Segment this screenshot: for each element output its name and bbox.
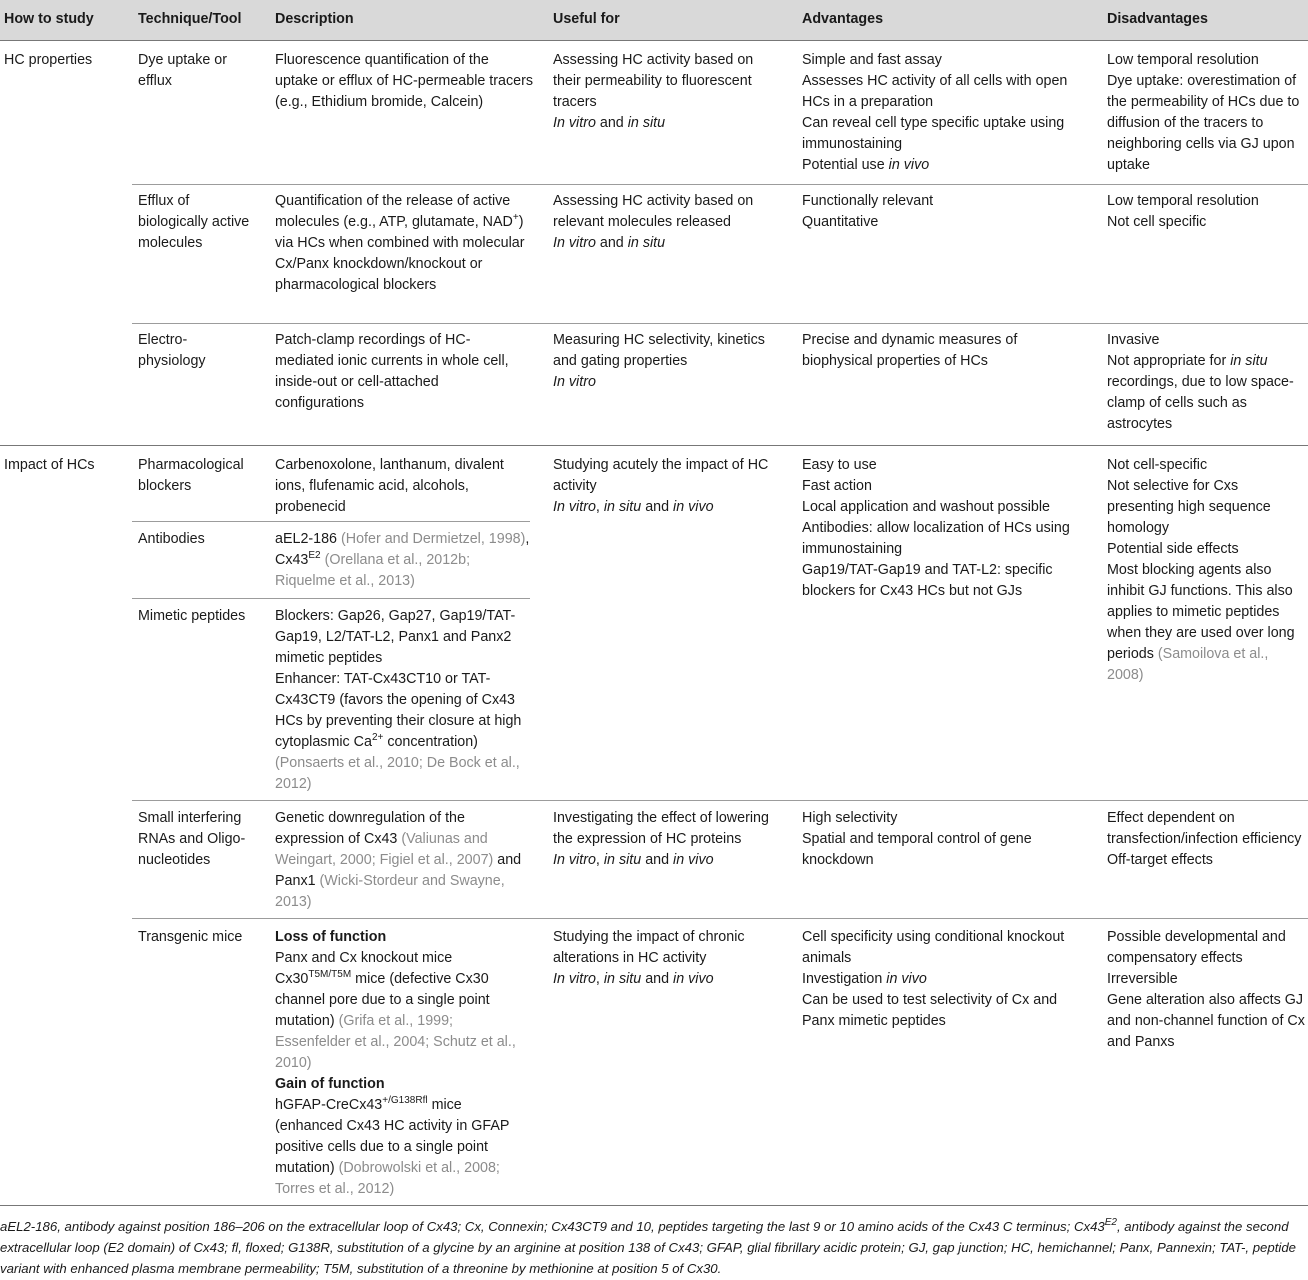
description-line: Enhancer: TAT-Cx43CT10 or TAT-Cx43CT9 (favors the opening of Cx43 HCs by preventing their closure at high cytoplasmic $Ca^{2+}$ concentration) (Ponsaerts et al., 2010; De Bock et al., 2012) [275,671,522,792]
divider-row [132,598,530,599]
header-useful-for: Useful for [553,11,620,27]
advantage-item: Antibodies: allow localization of HCs using immunostaining [802,520,1070,557]
header-description: Description [275,11,354,27]
row-electro-disadvantages [1107,330,1307,435]
row-electro-advantages [802,330,1057,372]
row-transgenic-useful [553,927,773,990]
group-label-impact: Impact of HCs [4,457,95,473]
disadvantage-item: Low temporal resolution [1107,52,1259,68]
disadvantage-item: Irreversible [1107,971,1178,987]
useful-context: In vitro and in situ [553,115,666,131]
useful-text: Investigating the effect of lowering the expression of HC proteins [553,810,769,847]
row-sirna-disadvantages [1107,808,1307,871]
disadvantage-item: Potential side effects [1107,541,1239,557]
row-dye-description: Fluorescence quantification of the uptake or efflux of HC-permeable tracers (e.g., Ethidium bromide, Calcein) [275,52,533,110]
row-transgenic-technique: Transgenic mice [138,929,243,945]
disadvantage-item: Low temporal resolution [1107,193,1259,209]
loss-of-function-heading: Loss of function [275,929,387,945]
header-advantages: Advantages [802,11,884,27]
description-line: $Cx30^{T5M/T5M}$ mice (defective Cx30 channel pore due to a single point mutation) (Grifa et al., 1999; Essenfelder et al., 2004; Schutz et al., 2010) [275,969,516,1071]
row-pharma-description: Carbenoxolone, lanthanum, divalent ions, flufenamic acid, alcohols, probenecid [275,457,504,515]
row-electro-technique [138,330,256,372]
advantage-item: Gap19/TAT-Gap19 and TAT-L2: specific blockers for Cx43 HCs but not GJs [802,562,1053,599]
group-label-hc-properties: HC properties [4,52,93,68]
useful-text: Assessing HC activity based on relevant molecules released [553,193,754,230]
row-antibodies-technique: Antibodies [138,531,205,547]
header-technique: Technique/Tool [138,11,242,27]
row-sirna-description: Genetic downregulation of the expression of Cx43 (Valiunas and Weingart, 2000; Figiel et al., 2007) and Panx1 (Wicki-Stordeur and Swayne, 2013) [275,810,522,910]
advantage-item: Fast action [802,478,872,494]
row-transgenic-advantages [802,927,1092,1032]
disadvantage-item: Off-target effects [1107,852,1213,868]
useful-context: In vitro, in situ and in vivo [553,852,714,868]
disadvantage-item: Not appropriate for in situ recordings, due to low space-clamp of cells such as astrocytes [1107,353,1294,432]
header-disadvantages: Disadvantages [1107,11,1208,27]
divider-row [132,323,1308,324]
disadvantage-item: Invasive [1107,332,1160,348]
divider-row [132,521,530,522]
advantage-item: Assesses HC activity of all cells with open HCs in a preparation [802,73,1068,110]
row-dye-useful [553,50,783,134]
row-sirna-technique: Small interfering RNAs and Oligo-nucleotides [138,810,246,868]
advantage-item: Precise and dynamic measures of biophysical properties of HCs [802,332,1018,369]
row-efflux-technique: Efflux of biologically active molecules [138,193,250,251]
row-sirna-advantages [802,808,1057,871]
disadvantage-item: Gene alteration also affects GJ and non-channel function of Cx and Panxs [1107,992,1305,1050]
divider-row [132,184,1308,185]
useful-text: Studying the impact of chronic alterations in HC activity [553,929,745,966]
disadvantage-item: Not cell-specific [1107,457,1208,473]
row-transgenic-disadvantages [1107,927,1307,1053]
table-footnote: aEL2-186, antibody against position 186–206 on the extracellular loop of Cx43; Cx, Connexin; Cx43CT9 and 10, peptides targeting the last 9 or 10 amino acids of the Cx43 C terminus; $Cx43^{E2}$, antibody against the second extracellular loop (E2 domain) of Cx43; fl, floxed; G138R, substitution of a glycine by an arginine at position 138 of Cx43; GFAP, glial fibrillary acidic protein; GJ, gap junction; HC, hemichannel; Panx, Pannexin; TAT-, peptide variant with enhanced plasma membrane permeability; T5M, substitution of a threonine by methionine at position 5 of Cx30. [0,1217,1296,1276]
useful-text: Measuring HC selectivity, kinetics and gating properties [553,332,765,369]
advantage-item: Spatial and temporal control of gene knockdown [802,831,1032,868]
useful-text: Studying acutely the impact of HC activity [553,457,769,494]
advantage-item: Cell specificity using conditional knockout animals [802,929,1065,966]
divider-row [132,800,1308,801]
useful-context: In vitro, in situ and in vivo [553,499,714,515]
row-efflux-disadvantages [1107,191,1307,233]
description-line: Panx and Cx knockout mice [275,950,453,966]
row-mimetic-description [275,606,527,795]
description-line: hGFAP-$CreCx43^{+/G138Rfl}$ mice (enhanced Cx43 HC activity in GFAP positive cells due to a single point mutation) (Dobrowolski et al., 2008; Torres et al., 2012) [275,1095,510,1197]
advantage-item: Investigation in vivo [802,971,927,987]
useful-context: In vitro and in situ [553,235,666,251]
divider-group [0,445,1308,446]
useful-context: In vitro [553,374,596,390]
row-electro-description: Patch-clamp recordings of HC-mediated ionic currents in whole cell, inside-out or cell-attached configurations [275,332,509,411]
gain-of-function-heading: Gain of function [275,1076,385,1092]
disadvantage-item: Effect dependent on transfection/infection efficiency [1107,810,1302,847]
disadvantage-item: Not selective for Cxs presenting high sequence homology [1107,478,1271,536]
disadvantage-item: Not cell specific [1107,214,1207,230]
row-dye-technique: Dye uptake or efflux [138,52,228,89]
advantage-item: Local application and washout possible [802,499,1050,515]
advantage-item: Potential use in vivo [802,157,930,173]
row-dye-advantages [802,50,1090,176]
row-efflux-useful [553,191,783,254]
divider-header [0,40,1308,41]
advantage-item: Functionally relevant [802,193,934,209]
advantage-item: Can be used to test selectivity of Cx and Panx mimetic peptides [802,992,1058,1029]
useful-context: In vitro, in situ and in vivo [553,971,714,987]
row-antibodies-description: aEL2-186 (Hofer and Dermietzel, 1998), $Cx43^{E2}$ (Orellana et al., 2012b; Riquelme et al., 2013) [275,531,530,589]
row-pharma-advantages [802,455,1090,602]
disadvantage-item: Dye uptake: overestimation of the permeability of HCs due to diffusion of the tracers to neighboring cells via GJ upon uptake [1107,73,1300,173]
row-pharma-technique: Pharmacological blockers [138,457,244,494]
description-line: Blockers: Gap26, Gap27, Gap19/TAT-Gap19, L2/TAT-L2, Panx1 and Panx2 mimetic peptides [275,608,516,666]
row-pharma-disadvantages [1107,455,1307,686]
useful-text: Assessing HC activity based on their permeability to fluorescent tracers [553,52,754,110]
disadvantage-item: Possible developmental and compensatory effects [1107,929,1286,966]
row-electro-useful [553,330,788,393]
header-how-to-study: How to study [4,11,94,27]
row-sirna-useful [553,808,773,871]
advantage-item: Quantitative [802,214,879,230]
divider-footer [0,1205,1308,1206]
divider-row [132,918,1308,919]
row-pharma-useful [553,455,788,518]
advantage-item: Can reveal cell type specific uptake using immunostaining [802,115,1065,152]
row-efflux-description: Quantification of the release of active molecules (e.g., ATP, glutamate, NAD+) via HCs when combined with molecular Cx/Panx knockdown/knockout or pharmacological blockers [275,193,525,293]
row-transgenic-description [275,927,530,1200]
row-dye-disadvantages [1107,50,1307,176]
advantage-item: Simple and fast assay [802,52,942,68]
row-mimetic-technique: Mimetic peptides [138,608,246,624]
technique-line: physiology [138,353,206,369]
advantage-item: Easy to use [802,457,877,473]
advantage-item: High selectivity [802,810,898,826]
row-efflux-advantages [802,191,1090,233]
technique-line: Electro- [138,332,188,348]
disadvantage-item: Most blocking agents also inhibit GJ functions. This also applies to mimetic peptides when they are used over long periods (Samoilova et al., 2008) [1107,562,1295,683]
